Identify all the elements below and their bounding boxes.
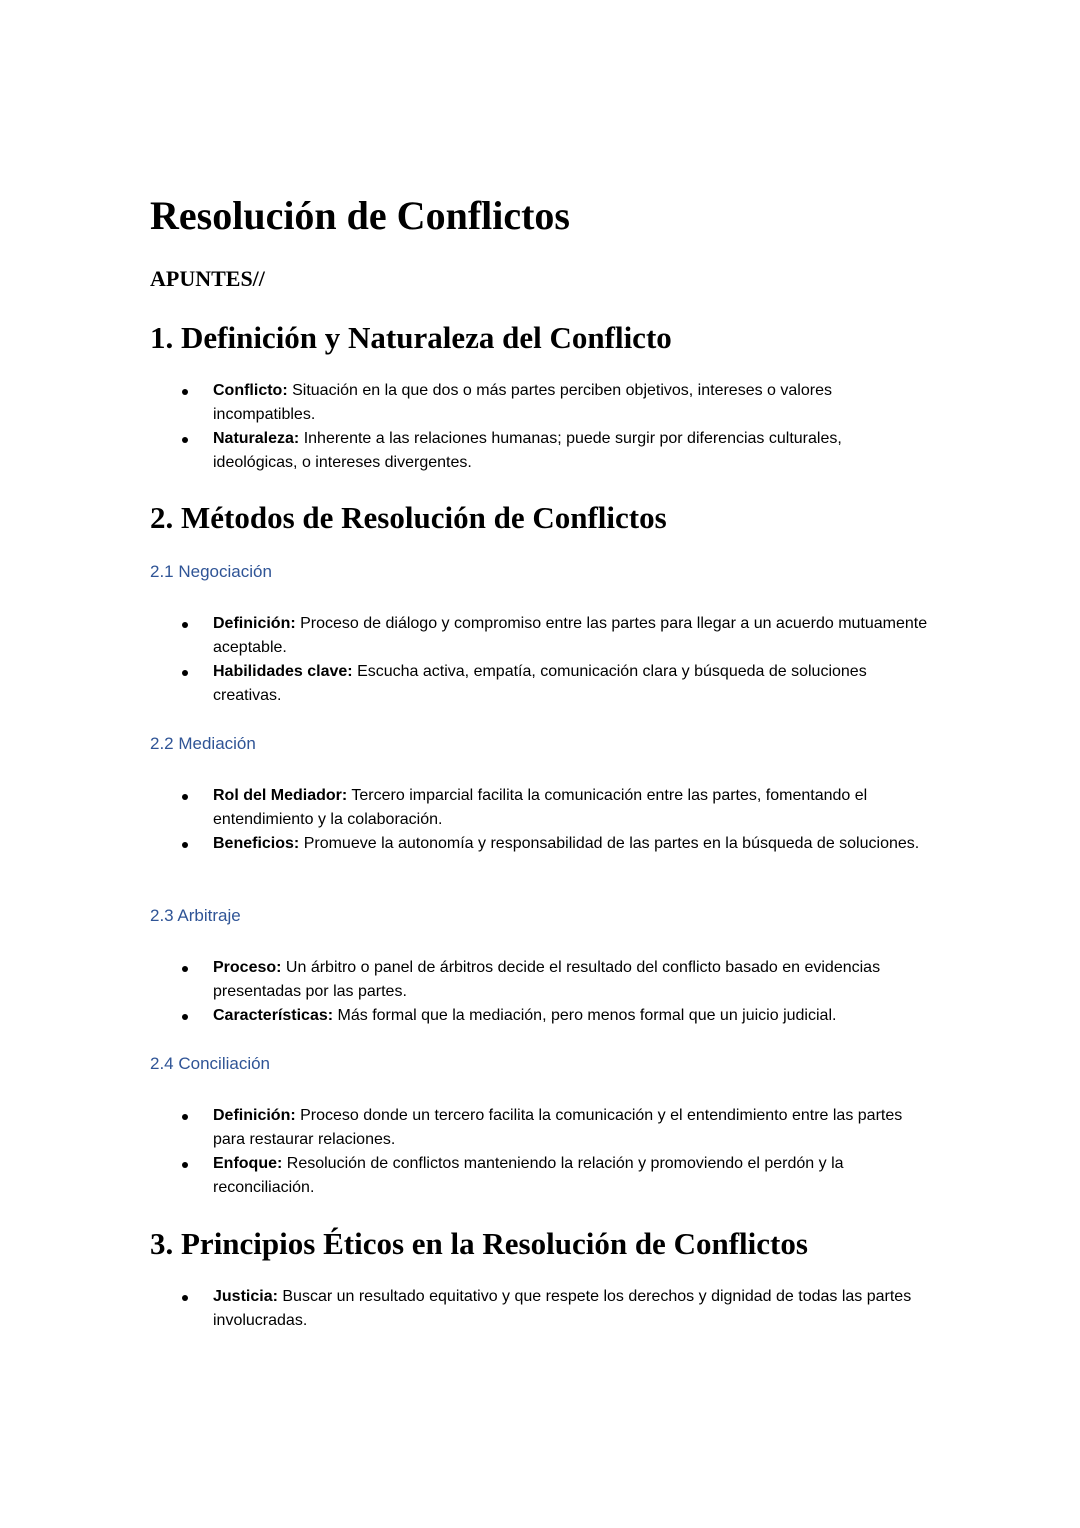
subsection-2-4-list xyxy=(150,1104,930,1200)
subsection-2-4-heading: 2.4 Conciliación xyxy=(150,1054,271,1073)
item-term: Proceso: xyxy=(213,959,282,976)
item-text: Promueve la autonomía y responsabilidad de las partes en la búsqueda de soluciones. xyxy=(299,835,920,852)
bullet-icon xyxy=(182,966,188,972)
bullet-icon xyxy=(182,1114,188,1120)
item-term: Características: xyxy=(213,1007,334,1024)
bullet-icon xyxy=(182,842,188,848)
document-subtitle: APUNTES// xyxy=(150,266,265,291)
section-3-list xyxy=(150,1285,930,1333)
bullet-icon xyxy=(182,1295,188,1301)
bullet-icon xyxy=(182,1162,188,1168)
list-item xyxy=(150,1285,930,1333)
item-term: Rol del Mediador: xyxy=(213,787,348,804)
bullet-icon xyxy=(182,1014,188,1020)
item-term: Beneficios: xyxy=(213,835,300,852)
bullet-icon xyxy=(182,389,188,395)
subsection-2-2-list xyxy=(150,784,930,856)
item-text: Situación en la que dos o más partes perciben objetivos, intereses o valores incompatibles. xyxy=(213,382,832,423)
list-item xyxy=(150,1104,930,1152)
bullet-icon xyxy=(182,437,188,443)
section-1-heading: 1. Definición y Naturaleza del Conflicto xyxy=(150,320,672,355)
item-term: Enfoque: xyxy=(213,1155,283,1172)
list-item xyxy=(150,1004,930,1028)
list-item xyxy=(150,956,930,1004)
item-text: Resolución de conflictos manteniendo la relación y promoviendo el perdón y la reconciliación. xyxy=(213,1155,844,1196)
list-item xyxy=(150,427,930,475)
subsection-2-1-heading: 2.1 Negociación xyxy=(150,562,272,581)
item-text: Inherente a las relaciones humanas; puede surgir por diferencias culturales, ideológicas, o intereses divergentes. xyxy=(213,430,842,471)
item-term: Naturaleza: xyxy=(213,430,300,447)
item-text: Proceso de diálogo y compromiso entre las partes para llegar a un acuerdo mutuamente aceptable. xyxy=(213,615,928,656)
list-item xyxy=(150,660,930,708)
item-term: Definición: xyxy=(213,615,296,632)
list-item xyxy=(150,832,930,856)
subsection-2-1-list xyxy=(150,612,930,708)
item-term: Conflicto: xyxy=(213,382,288,399)
bullet-icon xyxy=(182,670,188,676)
item-text: Escucha activa, empatía, comunicación clara y búsqueda de soluciones creativas. xyxy=(213,663,867,704)
subsection-2-3-list xyxy=(150,956,930,1028)
list-item xyxy=(150,784,930,832)
bullet-icon xyxy=(182,794,188,800)
item-text: Un árbitro o panel de árbitros decide el resultado del conflicto basado en evidencias presentadas por las partes. xyxy=(213,959,881,1000)
section-3-heading: 3. Principios Éticos en la Resolución de Conflictos xyxy=(150,1226,808,1261)
item-term: Justicia: xyxy=(213,1288,278,1305)
list-item xyxy=(150,1152,930,1200)
item-term: Definición: xyxy=(213,1107,296,1124)
item-term: Habilidades clave: xyxy=(213,663,353,680)
section-2-heading: 2. Métodos de Resolución de Conflictos xyxy=(150,500,667,535)
bullet-icon xyxy=(182,622,188,628)
subsection-2-3-heading: 2.3 Arbitraje xyxy=(150,906,241,925)
item-text: Más formal que la mediación, pero menos formal que un juicio judicial. xyxy=(333,1007,837,1024)
list-item xyxy=(150,612,930,660)
list-item xyxy=(150,379,930,427)
subsection-2-2-heading: 2.2 Mediación xyxy=(150,734,256,753)
section-1-list xyxy=(150,379,930,475)
item-text: Buscar un resultado equitativo y que respete los derechos y dignidad de todas las partes involucradas. xyxy=(213,1288,912,1329)
item-text: Proceso donde un tercero facilita la comunicación y el entendimiento entre las partes para restaurar relaciones. xyxy=(213,1107,903,1148)
item-text: Tercero imparcial facilita la comunicación entre las partes, fomentando el entendimiento y la colaboración. xyxy=(213,787,868,828)
document-title: Resolución de Conflictos xyxy=(150,193,570,238)
